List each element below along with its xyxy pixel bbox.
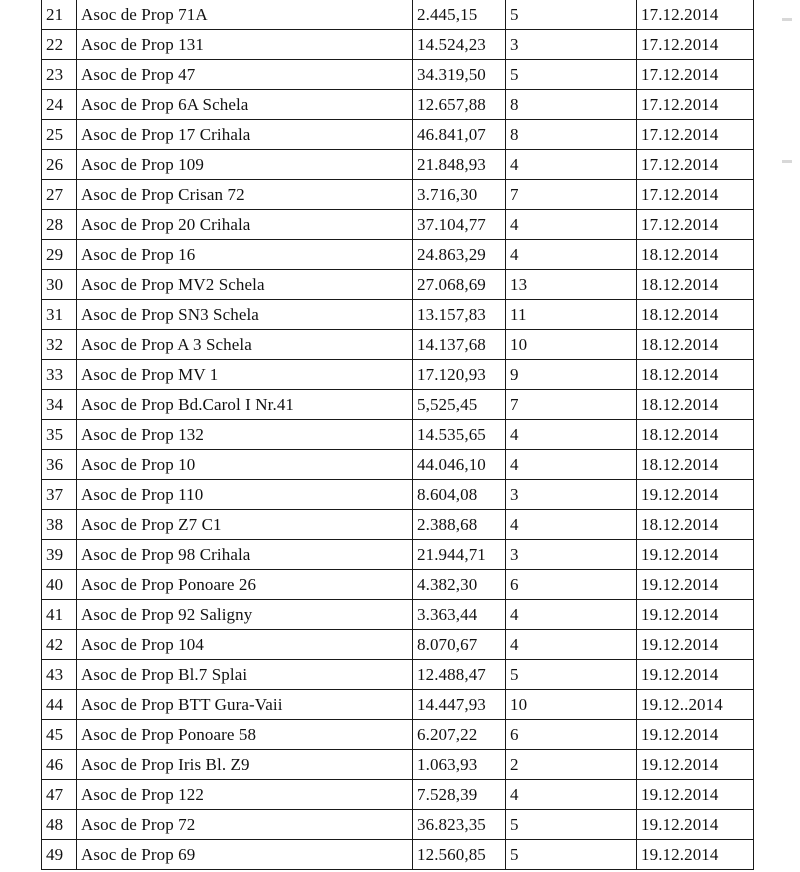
amount-cell: 34.319,50	[413, 60, 506, 90]
count-cell: 3	[506, 540, 637, 570]
association-name-cell: Asoc de Prop A 3 Schela	[77, 330, 413, 360]
amount-cell: 46.841,07	[413, 120, 506, 150]
row-number-cell: 34	[42, 390, 77, 420]
table-row	[42, 420, 754, 450]
association-name-cell: Asoc de Prop Bd.Carol I Nr.41	[77, 390, 413, 420]
count-cell: 4	[506, 600, 637, 630]
count-cell: 7	[506, 390, 637, 420]
count-cell: 10	[506, 330, 637, 360]
row-number-cell: 32	[42, 330, 77, 360]
row-number-cell: 48	[42, 810, 77, 840]
date-cell: 19.12.2014	[637, 600, 754, 630]
row-number-cell: 21	[42, 0, 77, 30]
row-number-cell: 31	[42, 300, 77, 330]
count-cell: 4	[506, 780, 637, 810]
count-cell: 5	[506, 660, 637, 690]
association-name-cell: Asoc de Prop 47	[77, 60, 413, 90]
count-cell: 4	[506, 510, 637, 540]
association-name-cell: Asoc de Prop MV2 Schela	[77, 270, 413, 300]
amount-cell: 14.524,23	[413, 30, 506, 60]
date-cell: 19.12.2014	[637, 720, 754, 750]
table-row	[42, 120, 754, 150]
date-cell: 18.12.2014	[637, 300, 754, 330]
date-cell: 19.12.2014	[637, 780, 754, 810]
count-cell: 5	[506, 840, 637, 870]
amount-cell: 12.488,47	[413, 660, 506, 690]
date-cell: 19.12..2014	[637, 690, 754, 720]
payments-table	[41, 0, 754, 870]
amount-cell: 17.120,93	[413, 360, 506, 390]
amount-cell: 21.944,71	[413, 540, 506, 570]
amount-cell: 36.823,35	[413, 810, 506, 840]
date-cell: 18.12.2014	[637, 420, 754, 450]
row-number-cell: 26	[42, 150, 77, 180]
date-cell: 17.12.2014	[637, 150, 754, 180]
date-cell: 19.12.2014	[637, 570, 754, 600]
association-name-cell: Asoc de Prop 16	[77, 240, 413, 270]
row-number-cell: 30	[42, 270, 77, 300]
date-cell: 17.12.2014	[637, 60, 754, 90]
date-cell: 19.12.2014	[637, 840, 754, 870]
count-cell: 5	[506, 0, 637, 30]
association-name-cell: Asoc de Prop Iris Bl. Z9	[77, 750, 413, 780]
count-cell: 4	[506, 420, 637, 450]
scan-artifact	[782, 160, 792, 163]
count-cell: 2	[506, 750, 637, 780]
table-row	[42, 300, 754, 330]
table-row	[42, 690, 754, 720]
date-cell: 17.12.2014	[637, 30, 754, 60]
count-cell: 5	[506, 810, 637, 840]
row-number-cell: 40	[42, 570, 77, 600]
date-cell: 19.12.2014	[637, 480, 754, 510]
amount-cell: 8.604,08	[413, 480, 506, 510]
amount-cell: 12.657,88	[413, 90, 506, 120]
association-name-cell: Asoc de Prop 122	[77, 780, 413, 810]
table-row	[42, 0, 754, 30]
amount-cell: 12.560,85	[413, 840, 506, 870]
date-cell: 17.12.2014	[637, 0, 754, 30]
association-name-cell: Asoc de Prop 72	[77, 810, 413, 840]
table-row	[42, 360, 754, 390]
association-name-cell: Asoc de Prop 6A Schela	[77, 90, 413, 120]
date-cell: 17.12.2014	[637, 90, 754, 120]
date-cell: 19.12.2014	[637, 630, 754, 660]
row-number-cell: 36	[42, 450, 77, 480]
amount-cell: 3.716,30	[413, 180, 506, 210]
row-number-cell: 37	[42, 480, 77, 510]
count-cell: 8	[506, 120, 637, 150]
association-name-cell: Asoc de Prop 20 Crihala	[77, 210, 413, 240]
association-name-cell: Asoc de Prop 109	[77, 150, 413, 180]
date-cell: 18.12.2014	[637, 390, 754, 420]
association-name-cell: Asoc de Prop 104	[77, 630, 413, 660]
association-name-cell: Asoc de Prop BTT Gura-Vaii	[77, 690, 413, 720]
amount-cell: 27.068,69	[413, 270, 506, 300]
table-row	[42, 270, 754, 300]
date-cell: 19.12.2014	[637, 660, 754, 690]
table-row	[42, 240, 754, 270]
date-cell: 17.12.2014	[637, 210, 754, 240]
table-row	[42, 210, 754, 240]
amount-cell: 14.137,68	[413, 330, 506, 360]
date-cell: 18.12.2014	[637, 240, 754, 270]
row-number-cell: 25	[42, 120, 77, 150]
scan-artifact	[782, 18, 792, 21]
amount-cell: 3.363,44	[413, 600, 506, 630]
table-row	[42, 600, 754, 630]
association-name-cell: Asoc de Prop 98 Crihala	[77, 540, 413, 570]
date-cell: 18.12.2014	[637, 510, 754, 540]
date-cell: 18.12.2014	[637, 360, 754, 390]
row-number-cell: 44	[42, 690, 77, 720]
association-name-cell: Asoc de Prop 131	[77, 30, 413, 60]
count-cell: 7	[506, 180, 637, 210]
association-name-cell: Asoc de Prop Z7 C1	[77, 510, 413, 540]
amount-cell: 2.445,15	[413, 0, 506, 30]
row-number-cell: 24	[42, 90, 77, 120]
amount-cell: 5,525,45	[413, 390, 506, 420]
count-cell: 8	[506, 90, 637, 120]
count-cell: 9	[506, 360, 637, 390]
row-number-cell: 43	[42, 660, 77, 690]
date-cell: 19.12.2014	[637, 540, 754, 570]
date-cell: 18.12.2014	[637, 270, 754, 300]
association-name-cell: Asoc de Prop Crisan 72	[77, 180, 413, 210]
association-name-cell: Asoc de Prop Ponoare 26	[77, 570, 413, 600]
date-cell: 18.12.2014	[637, 330, 754, 360]
row-number-cell: 23	[42, 60, 77, 90]
count-cell: 4	[506, 450, 637, 480]
association-name-cell: Asoc de Prop MV 1	[77, 360, 413, 390]
table-row	[42, 570, 754, 600]
row-number-cell: 27	[42, 180, 77, 210]
amount-cell: 21.848,93	[413, 150, 506, 180]
count-cell: 4	[506, 210, 637, 240]
amount-cell: 7.528,39	[413, 780, 506, 810]
table-row	[42, 480, 754, 510]
row-number-cell: 49	[42, 840, 77, 870]
count-cell: 4	[506, 630, 637, 660]
table-row	[42, 720, 754, 750]
table-row	[42, 840, 754, 870]
row-number-cell: 47	[42, 780, 77, 810]
table-row	[42, 180, 754, 210]
association-name-cell: Asoc de Prop 69	[77, 840, 413, 870]
row-number-cell: 41	[42, 600, 77, 630]
amount-cell: 14.535,65	[413, 420, 506, 450]
table-row	[42, 660, 754, 690]
table-row	[42, 90, 754, 120]
amount-cell: 37.104,77	[413, 210, 506, 240]
amount-cell: 44.046,10	[413, 450, 506, 480]
count-cell: 13	[506, 270, 637, 300]
table-row	[42, 150, 754, 180]
association-name-cell: Asoc de Prop 71A	[77, 0, 413, 30]
row-number-cell: 35	[42, 420, 77, 450]
table-row	[42, 630, 754, 660]
date-cell: 19.12.2014	[637, 810, 754, 840]
association-name-cell: Asoc de Prop 92 Saligny	[77, 600, 413, 630]
row-number-cell: 38	[42, 510, 77, 540]
row-number-cell: 33	[42, 360, 77, 390]
count-cell: 6	[506, 720, 637, 750]
association-name-cell: Asoc de Prop SN3 Schela	[77, 300, 413, 330]
row-number-cell: 29	[42, 240, 77, 270]
date-cell: 19.12.2014	[637, 750, 754, 780]
amount-cell: 4.382,30	[413, 570, 506, 600]
association-name-cell: Asoc de Prop 17 Crihala	[77, 120, 413, 150]
association-name-cell: Asoc de Prop Ponoare 58	[77, 720, 413, 750]
amount-cell: 24.863,29	[413, 240, 506, 270]
association-name-cell: Asoc de Prop Bl.7 Splai	[77, 660, 413, 690]
date-cell: 18.12.2014	[637, 450, 754, 480]
count-cell: 6	[506, 570, 637, 600]
row-number-cell: 28	[42, 210, 77, 240]
count-cell: 11	[506, 300, 637, 330]
row-number-cell: 46	[42, 750, 77, 780]
date-cell: 17.12.2014	[637, 180, 754, 210]
association-name-cell: Asoc de Prop 110	[77, 480, 413, 510]
row-number-cell: 42	[42, 630, 77, 660]
amount-cell: 1.063,93	[413, 750, 506, 780]
row-number-cell: 39	[42, 540, 77, 570]
table-row	[42, 810, 754, 840]
row-number-cell: 45	[42, 720, 77, 750]
amount-cell: 13.157,83	[413, 300, 506, 330]
row-number-cell: 22	[42, 30, 77, 60]
association-name-cell: Asoc de Prop 132	[77, 420, 413, 450]
association-name-cell: Asoc de Prop 10	[77, 450, 413, 480]
amount-cell: 2.388,68	[413, 510, 506, 540]
table-body	[42, 0, 754, 870]
count-cell: 10	[506, 690, 637, 720]
amount-cell: 8.070,67	[413, 630, 506, 660]
count-cell: 3	[506, 480, 637, 510]
count-cell: 4	[506, 240, 637, 270]
table-row	[42, 510, 754, 540]
table-row	[42, 750, 754, 780]
count-cell: 3	[506, 30, 637, 60]
table-row	[42, 30, 754, 60]
table-row	[42, 780, 754, 810]
table-row	[42, 330, 754, 360]
count-cell: 4	[506, 150, 637, 180]
count-cell: 5	[506, 60, 637, 90]
table-row	[42, 390, 754, 420]
amount-cell: 6.207,22	[413, 720, 506, 750]
table-row	[42, 450, 754, 480]
amount-cell: 14.447,93	[413, 690, 506, 720]
table-row	[42, 60, 754, 90]
date-cell: 17.12.2014	[637, 120, 754, 150]
table-row	[42, 540, 754, 570]
